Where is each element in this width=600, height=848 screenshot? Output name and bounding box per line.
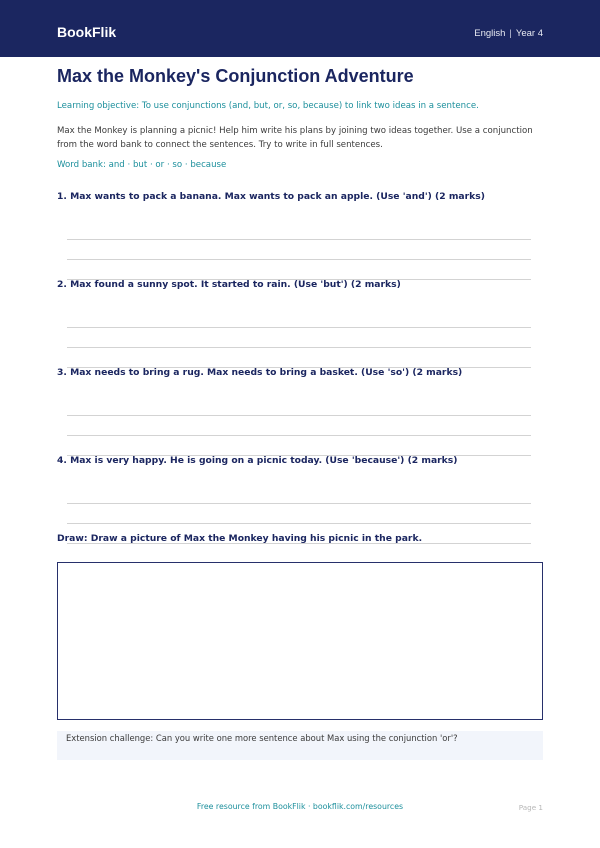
answer-line[interactable] [67,259,531,260]
question-3: 3. Max needs to bring a rug. Max needs to bring a basket. (Use 'so') (2 marks) [57,367,463,378]
extension-challenge [57,731,543,760]
brand-logo[interactable]: BookFlik [57,24,117,40]
answer-line[interactable] [67,503,531,504]
extension-text: Extension challenge: Can you write one more sentence about Max using the conjunction 'or'? [66,733,458,743]
question-4: 4. Max is very happy. He is going on a picnic today. (Use 'because') (2 marks) [57,455,458,466]
answer-line[interactable] [67,415,531,416]
drawing-box[interactable] [57,562,543,720]
subject-year-label [474,28,543,39]
word-bank: Word bank: and · but · or · so · because [57,160,227,170]
footer-credit[interactable]: Free resource from BookFlik · bookflik.com/resources [196,802,404,811]
question-2: 2. Max found a sunny spot. It started to rain. (Use 'but') (2 marks) [57,279,401,290]
subject-label: English [474,28,506,39]
answer-line[interactable] [67,239,531,240]
page-title: Max the Monkey's Conjunction Adventure [57,66,414,86]
header-bar [0,0,600,57]
year-label: Year 4 [515,28,543,39]
answer-line[interactable] [67,523,531,524]
answer-line[interactable] [67,347,531,348]
answer-line[interactable] [67,327,531,328]
question-1: 1. Max wants to pack a banana. Max wants to pack an apple. (Use 'and') (2 marks) [57,191,485,202]
intro-text: Max the Monkey is planning a picnic! Help him write his plans by joining two ideas together. Use a conjunction from the word bank to connect the sentences. Try to write in full sentences. [57,126,533,150]
learning-objective: Learning objective: To use conjunctions (and, but, or, so, because) to link two ideas in a sentence. [57,101,479,111]
draw-prompt: Draw: Draw a picture of Max the Monkey having his picnic in the park. [57,533,423,544]
answer-line[interactable] [67,435,531,436]
page-number: Page 1 [518,803,543,812]
header-separator: | [509,28,512,39]
